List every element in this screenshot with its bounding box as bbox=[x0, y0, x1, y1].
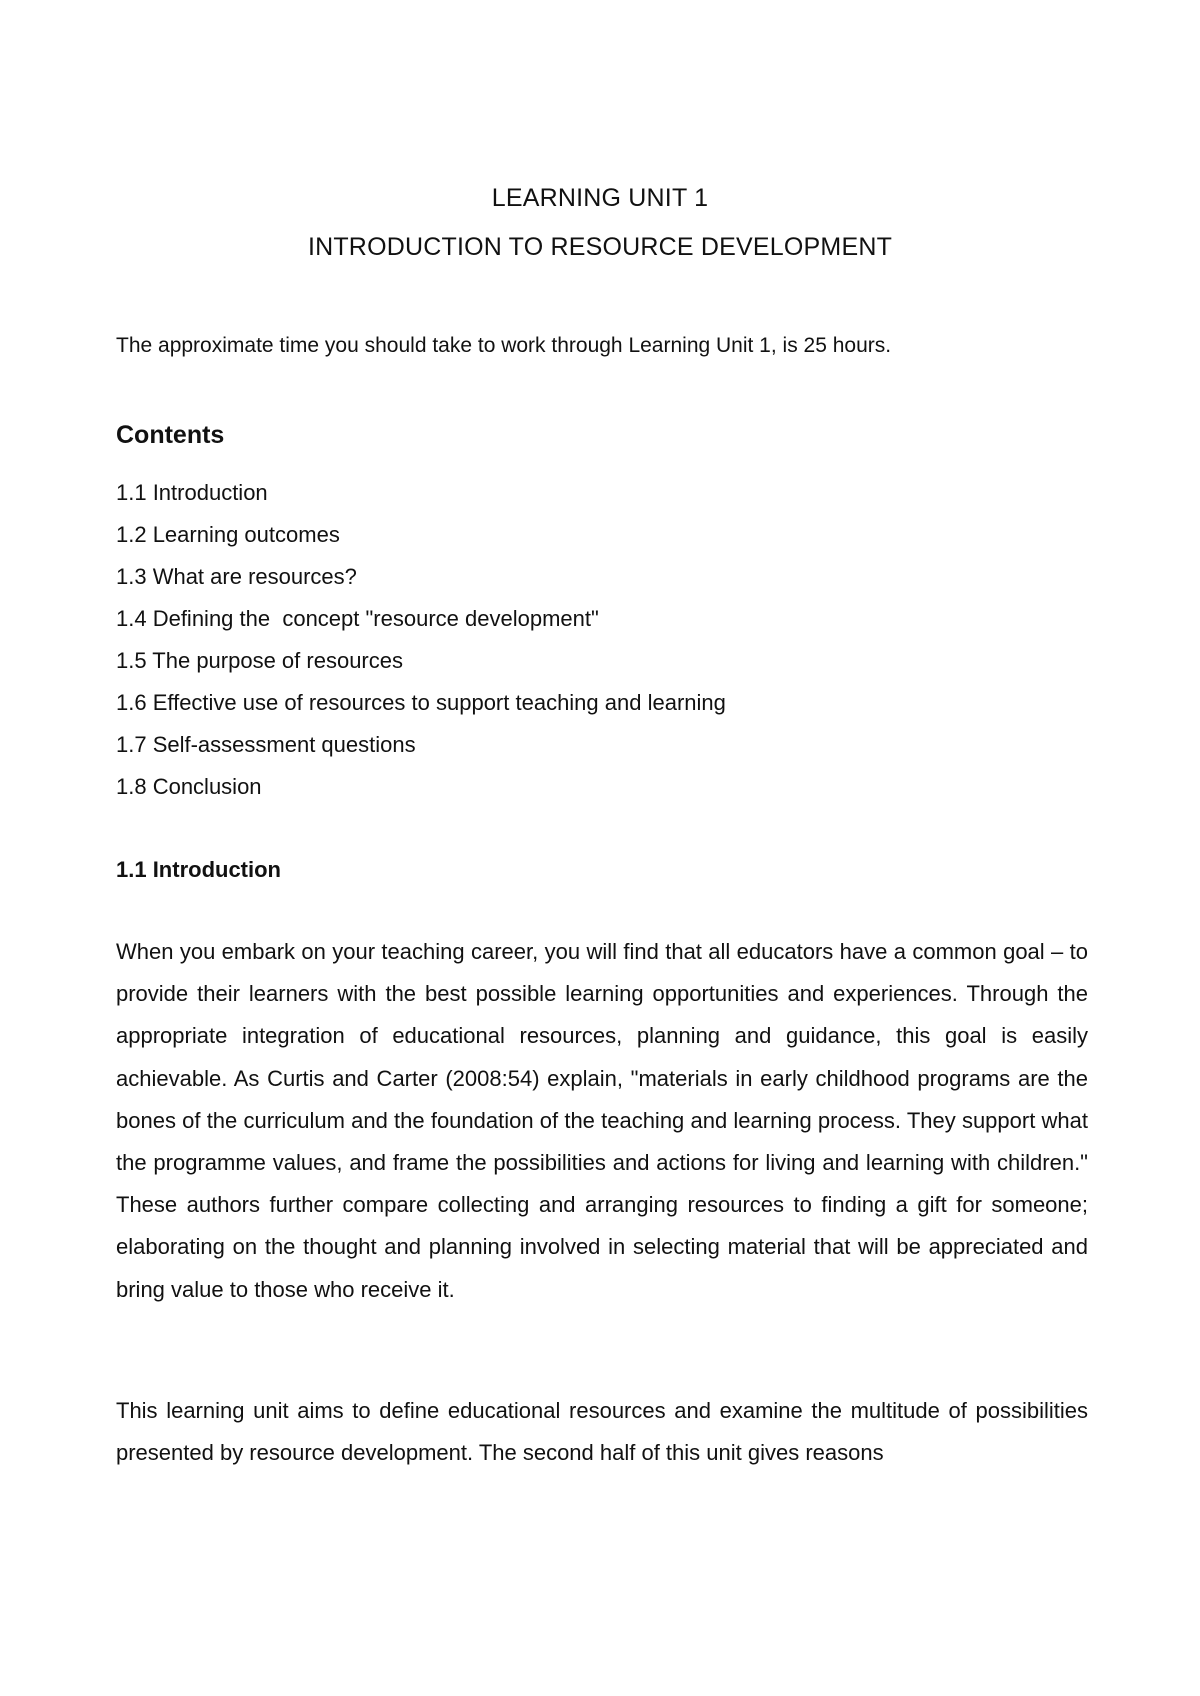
toc-item-1-6: 1.6 Effective use of resources to support teaching and learning bbox=[116, 690, 726, 715]
toc-item-1-1: 1.1 Introduction bbox=[116, 480, 268, 505]
toc-item-1-8: 1.8 Conclusion bbox=[116, 774, 262, 799]
unit-subtitle: INTRODUCTION TO RESOURCE DEVELOPMENT bbox=[307, 233, 893, 261]
toc-item-1-3: 1.3 What are resources? bbox=[116, 564, 357, 589]
contents-heading: Contents bbox=[116, 421, 225, 449]
body-paragraph: When you embark on your teaching career, you will find that all educators have a common goal – to provide their learners with the best possible learning opportunities and experiences. Through the appropriate integration of educational resources, planning and guidance, this goal is easily achievable. As Curtis and Carter (2008:54) explain, "materials in early childhood programs are the bones of the curriculum and the foundation of the teaching and learning process. They support what the programme values, and frame the possibilities and actions for living and learning with children." These authors further compare collecting and arranging resources to finding a gift for someone; elaborating on the thought and planning involved in selecting material that will be appreciated and bring value to those who receive it. bbox=[116, 939, 1088, 1302]
table-of-contents bbox=[116, 472, 726, 808]
toc-item-1-5: 1.5 The purpose of resources bbox=[116, 648, 403, 673]
toc-item-1-4: 1.4 Defining the concept "resource development" bbox=[116, 606, 599, 631]
section-heading-introduction: 1.1 Introduction bbox=[116, 857, 281, 882]
toc-item-1-2: 1.2 Learning outcomes bbox=[116, 522, 340, 547]
toc-item-1-7: 1.7 Self-assessment questions bbox=[116, 732, 416, 757]
unit-title: LEARNING UNIT 1 bbox=[491, 184, 709, 212]
body-paragraph: This learning unit aims to define educational resources and examine the multitude of possibilities presented by resource development. The second half of this unit gives reasons bbox=[116, 1398, 1088, 1466]
time-note: The approximate time you should take to work through Learning Unit 1, is 25 hours. bbox=[116, 334, 892, 357]
